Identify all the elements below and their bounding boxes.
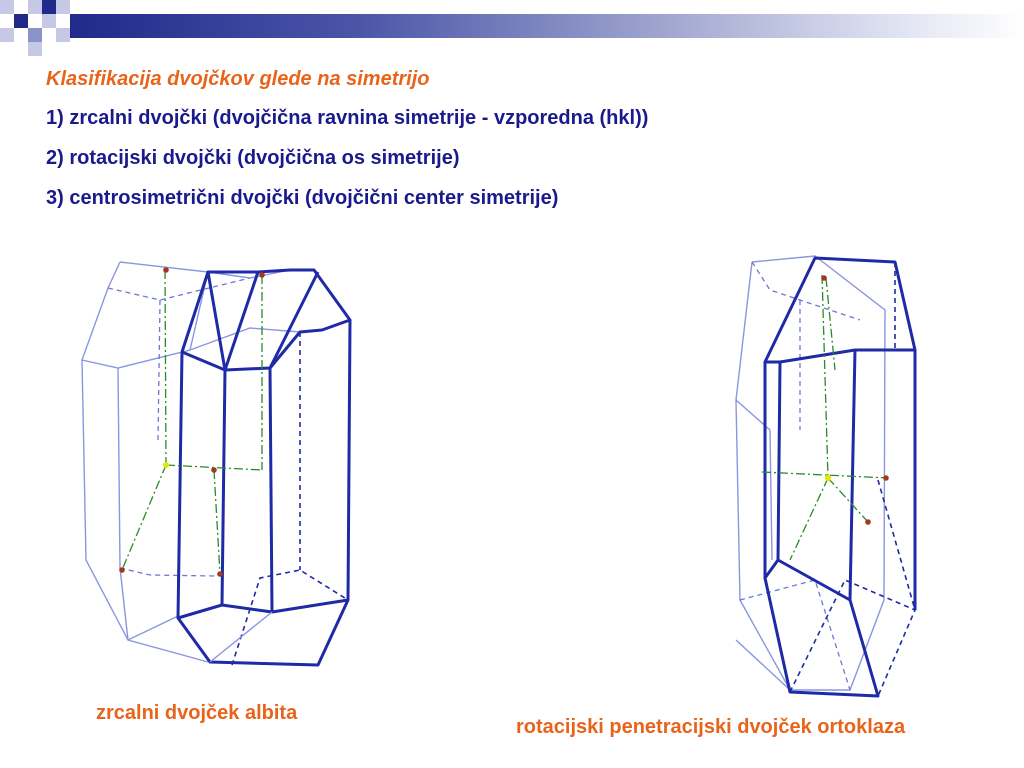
header-gradient-bar (70, 14, 1024, 38)
caption-albite: zrcalni dvojček albita (96, 702, 298, 724)
caption-orthoclase: rotacijski penetracijski dvojček ortoklaza (516, 716, 906, 738)
slide-heading: Klasifikacija dvojčkov glede na simetrijo (46, 68, 430, 90)
slide-text (46, 66, 1006, 225)
albite-mirror-twin-diagram (70, 250, 370, 680)
list-item-centrosymmetric-twins: 3) centrosimetrični dvojčki (dvojčični center simetrije) (46, 187, 559, 209)
list-item-rotation-twins: 2) rotacijski dvojčki (dvojčična os simetrije) (46, 147, 460, 169)
list-item-mirror-twins: 1) zrcalni dvojčki (dvojčična ravnina simetrije - vzporedna (hkl)) (46, 107, 649, 129)
orthoclase-rotation-twin-diagram (720, 250, 940, 700)
